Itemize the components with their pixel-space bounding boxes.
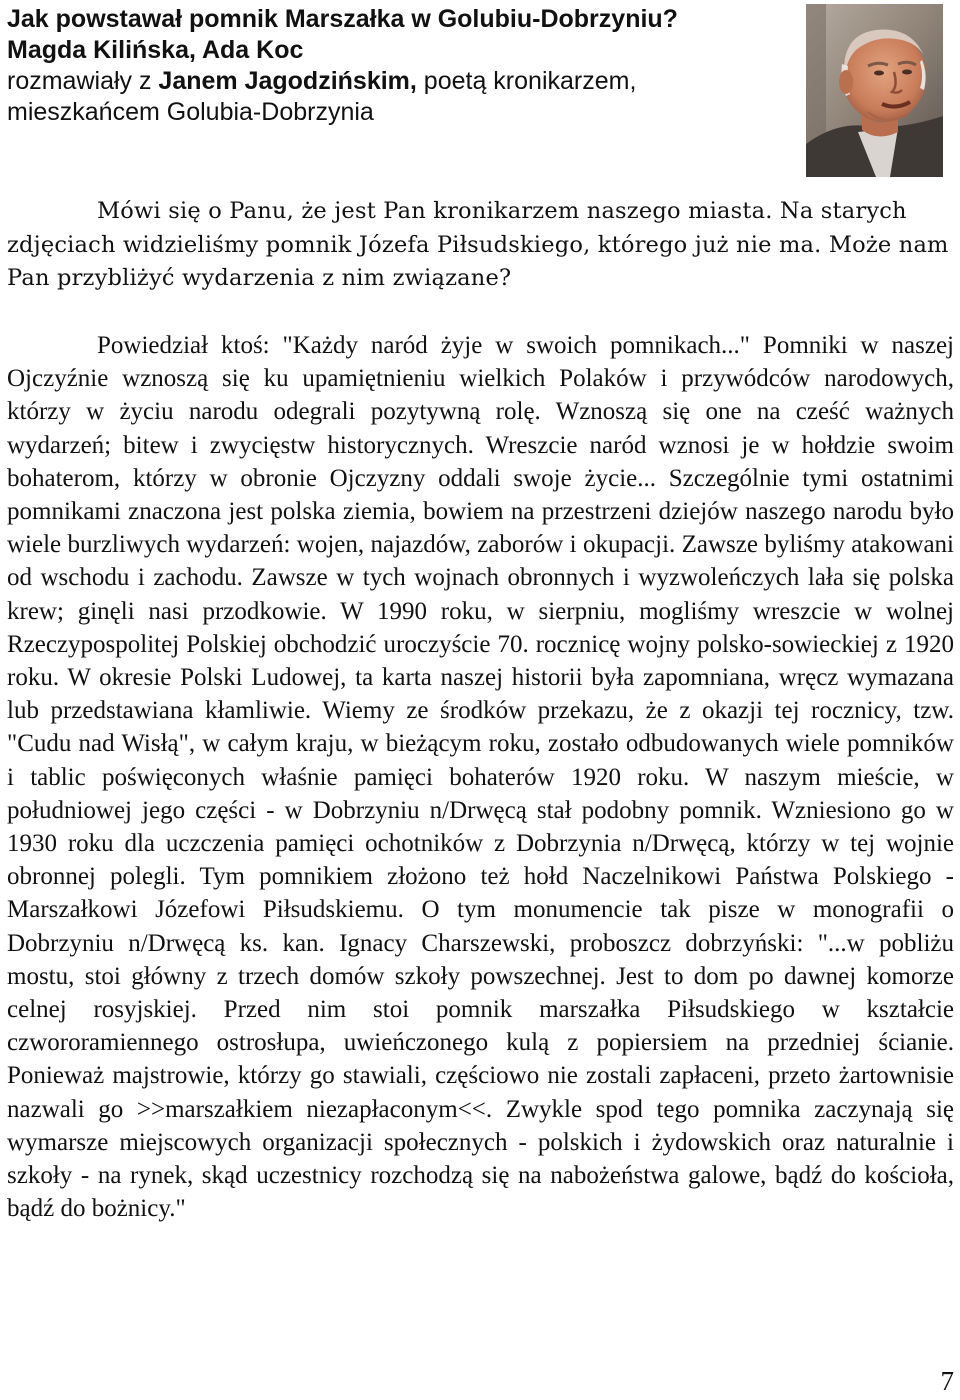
page-number: 7 (940, 1366, 954, 1396)
portrait-photo-image (806, 4, 943, 177)
article-intro (7, 66, 807, 97)
article-title: Jak powstawał pomnik Marszałka w Golubiu-Dobrzyniu? (7, 5, 678, 33)
interviewee-residence: mieszkańcem Golubia-Dobrzynia (7, 98, 374, 126)
question-text: Mówi się o Panu, że jest Pan kronikarzem naszego miasta. Na starych zdjęciach widzieliśmy pomnik Józefa Piłsudskiego, którego już nie ma. Może nam Pan przybliżyć wydarzenia z nim związane? (7, 198, 949, 291)
interviewee-name: Janem Jagodzińskim, (158, 67, 417, 95)
intro-prefix: rozmawiały z (7, 67, 159, 95)
article-authors: Magda Kilińska, Ada Koc (7, 36, 304, 64)
intro-suffix: poetą kronikarzem, (416, 67, 637, 95)
interview-question (7, 195, 953, 296)
interview-answer: Powiedział ktoś: "Każdy naród żyje w swoich pomnikach..." Pomniki w naszej Ojczyźnie wznoszą się ku upamiętnieniu wielkich Polaków i przywódców narodowych, którzy w życiu narodu odegrali pozytywną rolę. Wznoszą się one na cześć ważnych wydarzeń; bitew i zwycięstw historycznych. Wreszcie naród wznosi je w hołdzie swoim bohaterom, którzy w obronie Ojczyzny oddali swoje życie... Szczególnie tymi ostatnimi pomnikami znaczona jest polska ziemia, bowiem na przestrzeni dziejów naszego narodu było wiele burzliwych wydarzeń: wojen, najazdów, zaborów i okupacji. Zawsze byliśmy atakowani od wschodu i zachodu. Zawsze w tych wojnach obronnych i wyzwoleńczych lała się polska krew; ginęli nasi przodkowie. W 1990 roku, w sierpniu, mogliśmy wreszcie w wolnej Rzeczypospolitej Polskiej obchodzić uroczyście 70. rocznicę wojny polsko-sowieckiej z 1920 roku. W okresie Polski Ludowej, ta karta naszej historii była zapomniana, wręcz wymazana lub przedstawiana kłamliwie. Wiemy ze środków przekazu, że z okazji tej rocznicy, tzw. "Cudu nad Wisłą", w całym kraju, w bieżącym roku, zostało odbudowanych wiele pomników i tablic poświęconych właśnie pamięci bohaterów 1920 roku. W naszym mieście, w południowej jego części - w Dobrzyniu n/Drwęcą stał podobny pomnik. Wzniesiono go w 1930 roku dla uczczenia pamięci ochotników z Dobrzynia n/Drwęcą, którzy w tej wojnie obronnej polegli. Tym pomnikiem złożono też hołd Naczelnikowi Państwa Polskiego - Marszałkowi Józefowi Piłsudskiemu. O tym monumencie tak pisze w monografii o Dobrzyniu n/Drwęcą ks. kan. Ignacy Charszewski, proboszcz dobrzyński: "...w pobliżu mostu, stoi główny z trzech domów szkoły powszechnej. Jest to dom po dawnej komorze celnej rosyjskiej. Przed nim stoi pomnik marszałka Piłsudskiego w kształcie czwororamiennego ostrosłupa, uwieńczonego kulą z popiersiem na przedniej ścianie. Ponieważ majstrowie, którzy go stawiali, częściowo nie zostali zapłaceni, przeto żartownisie nazwali go >>marszałkiem niezapłaconym<<. Zwykle spod tego pomnika zaczynają się wymarsze miejscowych organizacji społecznych - polskich i żydowskich oraz naturalnie i szkoły - na rynek, skąd uczestnicy rozchodzą się na nabożeństwa galowe, bądź do kościoła, bądź do bożnicy." (7, 332, 954, 1223)
portrait-photo (806, 4, 943, 177)
article-header (7, 4, 807, 128)
